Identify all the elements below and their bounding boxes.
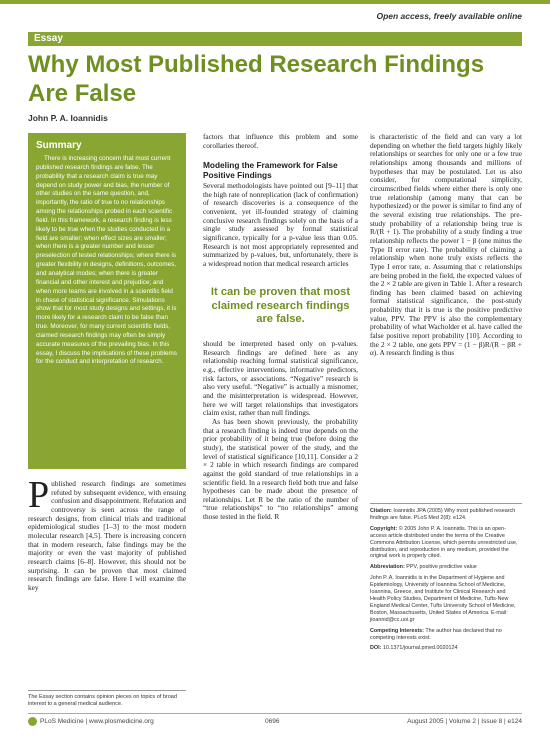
article-title: Why Most Published Research Findings Are False (28, 51, 485, 107)
intro-paragraph (28, 474, 186, 593)
page-number: 0696 (265, 718, 280, 725)
doi: DOI: 10.1371/journal.pmed.0020124 (370, 645, 458, 652)
essay-footnote: The Essay section contains opinion pieces on topics of broad interest to a general medical audience. (28, 690, 186, 708)
summary-box (28, 133, 186, 469)
top-rule (0, 0, 550, 4)
competing-interests: Competing Interests: The author has declared that no competing interests exist. (370, 627, 502, 641)
page-footer (28, 713, 522, 728)
drop-cap: P (28, 474, 50, 516)
summary-heading: Summary (36, 140, 82, 151)
section-label: Essay (34, 33, 63, 44)
citation: Citation: Ioannidis JPA (2005) Why most published research findings are false. PLoS Med 2(8): e124. (370, 508, 516, 521)
plos-logo-icon (28, 717, 37, 726)
author-line: John P. A. Ioannidis (28, 113, 108, 123)
pull-quote: It can be proven that most claimed research findings are false. (210, 286, 351, 325)
middle-body-2: should be interpreted based only on p-values. Research findings are defined here as any relationship reaching formal statistical significance, e.g., effective interventions, informative predictors, risk factors, or associations. “Negative” research is also very useful. “Negative” is actually a misnomer, and the misinterpretation is widespread. However, here we will target relationships that investigators claim exist, rather than null findings. As has been shown previously, the probability that a research finding is indeed true depends on the prior probability of it being true (before doing the study), the statistical power of the study, and the level of statistical significance [10,11]. Consider a 2 × 2 table in which research findings are compared against the gold standard of true relationships in a scientific field. In a research field both true and false hypotheses can be made about the presence of relationships. Let R be the ratio of the number of “true relationships” to “no relationships” among those tested in the field. R (203, 339, 358, 522)
copyright: Copyright: © 2005 John P. A. Ioannidis. This is an open-access article distributed under the terms of the Creative Commons Attribution License, which permits unrestricted use, distribution, and reproduction in any medium, provided the original work is properly cited. (370, 525, 518, 560)
article-info-sidebar (370, 503, 522, 652)
summary-text: There is increasing concern that most current published research findings are false. The probability that a research claim is true may depend on study power and bias, the number of other studies on the same question, and, importantly, the ratio of true to no relationships among the relationships probed in each scientific field. In this framework, a research finding is less likely to be true when the studies conducted in a field are smaller; when effect sizes are smaller; when there is a greater number and lesser preselection of tested relationships; where there is greater flexibility in designs, definitions, outcomes, and analytical modes; when there is greater financial and other interest and prejudice; and when more teams are involved in a scientific field in chase of statistical significance. Simulations show that for most study designs and settings, it is more likely for a research claim to be false than true. Moreover, for many current scientific fields, claimed research findings may often be simply accurate measures of the prevailing bias. In this essay, I discuss the implications of these problems for the conduct and interpretation of research. (36, 155, 177, 366)
middle-body-1: Several methodologists have pointed out [9–11] that the high rate of nonreplication (lack of confirmation) of research discoveries is a consequence of the convenient, yet ill-founded strategy of claiming conclusive research findings solely on the basis of a single study assessed by formal statistical significance, typically for a p-value less than 0.05. Research is not most appropriately represented and summarized by p-values, but, unfortunately, there is a widespread notion that medical research articles (203, 181, 358, 268)
open-access-note: Open access, freely available online (376, 11, 522, 21)
issue-info: August 2005 | Volume 2 | Issue 8 | e124 (407, 718, 522, 725)
right-column-text: is characteristic of the field and can vary a lot depending on whether the field targets highly likely relationships or searches for only one or a few true relationships among thousands and millions of hypotheses that may be postulated. Let us also consider, for computational simplicity, circumscribed fields where either there is only one true relationship (among many that can be hypothesized) or the power is similar to find any of the several existing true relationships. The pre-study probability of a relationship being true is R/(R + 1). The probability of a study finding a true relationship reflects the power 1 − β (one minus the Type II error rate). The probability of claiming a relationship when none truly exists reflects the Type I error rate, α. Assuming that c relationships are being probed in the field, the expected values of the 2 × 2 table are given in Table 1. After a research finding has been claimed based on achieving formal statistical significance, the post-study probability that it is true is the positive predictive value, PPV. The PPV is also the complementary probability of what Wacholder et al. have called the false positive report probability [10]. According to the 2 × 2 table, one gets PPV = (1 − β)R/(R − βR + α). A research finding is thus (370, 132, 522, 358)
abbreviation: Abbreviation: PPV, positive predictive value (370, 564, 477, 571)
section-heading: Modeling the Framework for False Positive Findings (203, 160, 338, 180)
journal-link[interactable]: PLoS Medicine | www.plosmedicine.org (40, 718, 154, 725)
intro-text: ublished research findings are sometimes refuted by subsequent evidence, with ensuing confusion and disappointment. Refutation and controversy is seen across the range of research designs, from clinical trials and traditional epidemiological studies [1–3] to the most modern molecular research [4,5]. There is increasing concern that in modern research, false findings may be the majority or even the vast majority of published research claims [6–8]. However, this should not be surprising. It can be proven that most claimed research findings are false. Here I will examine the key (28, 479, 186, 592)
middle-top-text: factors that influence this problem and some corollaries thereof. (203, 132, 358, 150)
section-bar (28, 32, 522, 46)
affiliation: John P. A. Ioannidis is in the Department of Hygiene and Epidemiology, University of Ioannina School of Medicine, Ioannina, Greece, and Institute for Clinical Research and Health Policy Studies, Department of Medicine, Tufts-New England Medical Center, Tufts University School of Medicine, Boston, Massachusetts, United States of America. E-mail: jioannid@cc.uoi.gr (370, 575, 516, 623)
